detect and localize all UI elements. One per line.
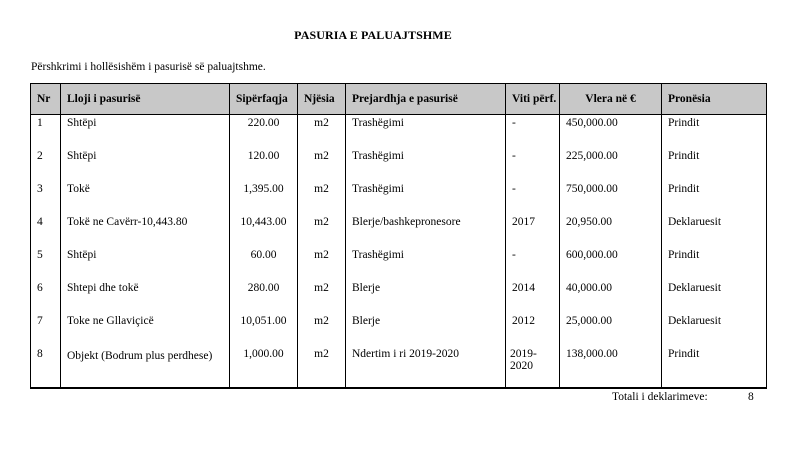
header-value: Vlera në € bbox=[560, 84, 662, 115]
cell-area: 10,443.00 bbox=[230, 214, 298, 247]
cell-ownership: Deklaruesit bbox=[662, 313, 767, 346]
cell-ownership: Prindit bbox=[662, 346, 767, 389]
cell-area: 1,395.00 bbox=[230, 181, 298, 214]
cell-year: 2012 bbox=[506, 313, 560, 346]
cell-ownership: Prindit bbox=[662, 115, 767, 149]
cell-type: Tokë ne Cavërr-10,443.80 bbox=[61, 214, 230, 247]
section-description: Përshkrimi i hollësishëm i pasurisë së paluajtshme. bbox=[31, 61, 266, 73]
cell-value: 600,000.00 bbox=[560, 247, 662, 280]
cell-unit: m2 bbox=[298, 214, 346, 247]
table-row bbox=[31, 181, 767, 214]
cell-nr: 4 bbox=[31, 214, 61, 247]
header-unit: Njësia bbox=[298, 84, 346, 115]
cell-unit: m2 bbox=[298, 148, 346, 181]
property-table bbox=[30, 83, 767, 389]
cell-nr: 8 bbox=[31, 346, 61, 389]
cell-origin: Blerje bbox=[346, 313, 506, 346]
cell-area: 1,000.00 bbox=[230, 346, 298, 389]
cell-unit: m2 bbox=[298, 313, 346, 346]
table-row bbox=[31, 280, 767, 313]
cell-origin: Trashëgimi bbox=[346, 247, 506, 280]
table-row bbox=[31, 214, 767, 247]
cell-type: Shtëpi bbox=[61, 115, 230, 149]
header-type: Lloji i pasurisë bbox=[61, 84, 230, 115]
header-area: Sipërfaqja bbox=[230, 84, 298, 115]
header-nr: Nr bbox=[31, 84, 61, 115]
table-row bbox=[31, 148, 767, 181]
cell-type: Shtepi dhe tokë bbox=[61, 280, 230, 313]
cell-value: 25,000.00 bbox=[560, 313, 662, 346]
cell-value: 40,000.00 bbox=[560, 280, 662, 313]
cell-unit: m2 bbox=[298, 346, 346, 389]
cell-nr: 5 bbox=[31, 247, 61, 280]
cell-area: 60.00 bbox=[230, 247, 298, 280]
cell-year: 2014 bbox=[506, 280, 560, 313]
cell-type: Shtëpi bbox=[61, 247, 230, 280]
cell-nr: 1 bbox=[31, 115, 61, 149]
cell-year: - bbox=[506, 115, 560, 149]
cell-unit: m2 bbox=[298, 280, 346, 313]
cell-ownership: Deklaruesit bbox=[662, 280, 767, 313]
cell-origin: Ndertim i ri 2019-2020 bbox=[346, 346, 506, 389]
cell-value: 225,000.00 bbox=[560, 148, 662, 181]
cell-ownership: Prindit bbox=[662, 148, 767, 181]
cell-value: 750,000.00 bbox=[560, 181, 662, 214]
cell-nr: 3 bbox=[31, 181, 61, 214]
cell-year: - bbox=[506, 247, 560, 280]
cell-area: 120.00 bbox=[230, 148, 298, 181]
table-row bbox=[31, 247, 767, 280]
cell-origin: Blerje/bashkepronesore bbox=[346, 214, 506, 247]
cell-type: Tokë bbox=[61, 181, 230, 214]
cell-area: 10,051.00 bbox=[230, 313, 298, 346]
cell-origin: Trashëgimi bbox=[346, 148, 506, 181]
table-row bbox=[31, 115, 767, 149]
table-row bbox=[31, 313, 767, 346]
cell-unit: m2 bbox=[298, 181, 346, 214]
cell-nr: 6 bbox=[31, 280, 61, 313]
cell-type: Toke ne Gllaviçicë bbox=[61, 313, 230, 346]
cell-nr: 7 bbox=[31, 313, 61, 346]
cell-origin: Blerje bbox=[346, 280, 506, 313]
cell-area: 220.00 bbox=[230, 115, 298, 149]
totals-label: Totali i deklarimeve: bbox=[612, 391, 708, 403]
cell-ownership: Prindit bbox=[662, 247, 767, 280]
header-ownership: Pronësia bbox=[662, 84, 767, 115]
cell-unit: m2 bbox=[298, 115, 346, 149]
table-row bbox=[31, 346, 767, 389]
cell-origin: Trashëgimi bbox=[346, 115, 506, 149]
cell-nr: 2 bbox=[31, 148, 61, 181]
cell-type: Objekt (Bodrum plus perdhese) bbox=[61, 346, 230, 389]
totals-value: 8 bbox=[748, 391, 754, 403]
cell-unit: m2 bbox=[298, 247, 346, 280]
header-year: Viti përf. bbox=[506, 84, 560, 115]
cell-ownership: Prindit bbox=[662, 181, 767, 214]
cell-ownership: Deklaruesit bbox=[662, 214, 767, 247]
cell-value: 138,000.00 bbox=[560, 346, 662, 389]
cell-area: 280.00 bbox=[230, 280, 298, 313]
cell-year: - bbox=[506, 148, 560, 181]
cell-year: 2019-2020 bbox=[506, 346, 560, 389]
cell-type: Shtëpi bbox=[61, 148, 230, 181]
cell-value: 20,950.00 bbox=[560, 214, 662, 247]
cell-value: 450,000.00 bbox=[560, 115, 662, 149]
page-title: PASURIA E PALUAJTSHME bbox=[294, 28, 452, 42]
cell-origin: Trashëgimi bbox=[346, 181, 506, 214]
table-header-row bbox=[31, 84, 767, 115]
cell-year: - bbox=[506, 181, 560, 214]
header-origin: Prejardhja e pasurisë bbox=[346, 84, 506, 115]
cell-year: 2017 bbox=[506, 214, 560, 247]
table-bottom-rule bbox=[30, 387, 766, 388]
